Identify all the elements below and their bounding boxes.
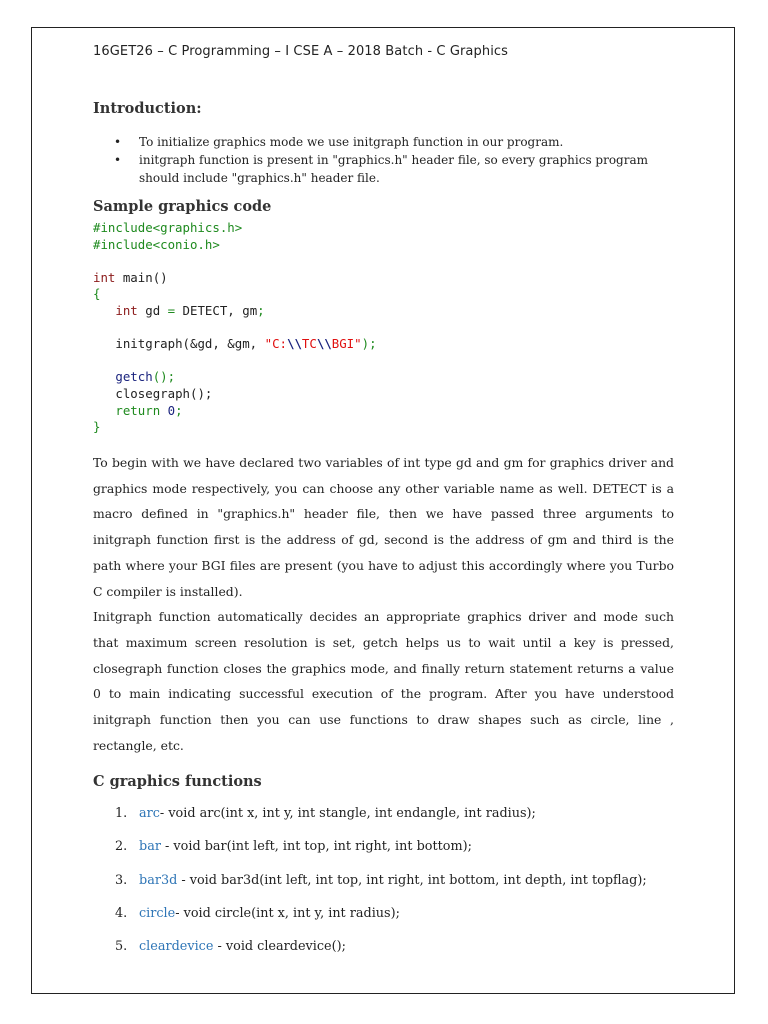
code-text: gd (137, 302, 168, 318)
functions-heading: C graphics functions (93, 773, 262, 790)
code-escape: \\ (287, 336, 302, 352)
code-string: BGI (331, 336, 355, 352)
introduction-heading: Introduction: (93, 100, 202, 117)
separator: - (177, 872, 190, 888)
code-keyword: int (93, 269, 116, 285)
code-text: &gd, &gm, (190, 336, 265, 352)
function-signature: void arc(int x, int y, int stangle, int endangle, int radius); (168, 806, 536, 821)
item-number: 1. (115, 806, 128, 821)
paragraph: To begin with we have declared two variables of int type gd and gm for graphics driver and graphics mode respectively, you can choose any other variable name as well. DETECT is a macro defined in "graphics.h" header file, then we have passed three arguments to initgraph function first is the address of gd, second is the address of gm and third is the path where your BGI files are present (you have to adjust this accordingly where you Turbo C compiler is installed). (93, 455, 674, 599)
separator: - (159, 806, 169, 821)
list-item: • initgraph function is present in "graphics.h" header file, so every graphics program should include "graphics.h" header file. (93, 151, 653, 187)
code-keyword: int (115, 302, 138, 318)
explanation-text (93, 450, 674, 758)
list-item: • To initialize graphics mode we use initgraph function in our program. (93, 133, 653, 151)
code-string: "C: (264, 336, 287, 352)
item-number: 5. (115, 939, 128, 955)
sample-code-heading: Sample graphics code (93, 198, 272, 215)
code-return-keyword: return (115, 402, 161, 418)
function-signature: void circle(int x, int y, int radius); (183, 905, 400, 921)
function-signature: void cleardevice(); (225, 939, 346, 955)
code-initgraph-call: initgraph( (115, 336, 190, 352)
function-link[interactable]: bar (139, 839, 161, 855)
introduction-list (93, 133, 653, 187)
item-number: 3. (115, 872, 128, 888)
item-number: 4. (115, 905, 128, 921)
code-main-signature: main() (115, 269, 168, 285)
list-item (93, 806, 647, 839)
code-close-brace: } (93, 419, 101, 435)
code-getch: getch (115, 369, 153, 385)
code-closegraph: closegraph(); (115, 385, 213, 401)
code-escape: \\ (316, 336, 332, 352)
code-semicolon: ; (175, 402, 183, 418)
code-text: (); (152, 369, 176, 385)
separator: - (175, 905, 184, 921)
paragraph: Initgraph function automatically decides an appropriate graphics driver and mode such that maximum screen resolution is set, getch helps us to wait until a key is pressed, closegraph function closes the graphics mode, and finally return statement returns a value 0 to main indicating successful execution of the program. After you have understood initgraph function then you can use functions to draw shapes such as circle, line , rectangle, etc. (93, 609, 674, 753)
separator: - (213, 939, 226, 955)
code-include-graphics: #include<graphics.h> (93, 220, 243, 235)
function-link[interactable]: arc (139, 806, 160, 821)
code-string: " (354, 336, 362, 352)
code-return-value: 0 (167, 402, 176, 418)
code-semicolon: ; (257, 302, 265, 318)
code-block (93, 220, 377, 436)
page-header: 16GET26 – C Programming – I CSE A – 2018 Batch - C Graphics (93, 44, 509, 59)
function-link[interactable]: circle (139, 905, 176, 921)
functions-list (93, 806, 647, 972)
code-text: DETECT, gm (175, 302, 258, 318)
function-signature: void bar(int left, int top, int right, int bottom); (173, 839, 472, 855)
item-number: 2. (115, 839, 128, 855)
code-include-conio: #include<conio.h> (93, 236, 220, 252)
list-item (93, 939, 647, 972)
function-link[interactable]: cleardevice (139, 939, 214, 955)
code-string: TC (301, 336, 317, 352)
separator: - (160, 839, 174, 855)
code-text: ); (361, 336, 377, 352)
function-link[interactable]: bar3d (139, 872, 178, 888)
list-item (93, 839, 647, 872)
list-item (93, 906, 647, 939)
list-item (93, 873, 647, 906)
code-open-brace: { (93, 286, 101, 302)
function-signature: void bar3d(int left, int top, int right, int bottom, int depth, int topflag); (189, 872, 647, 888)
code-operator: = (167, 302, 176, 318)
